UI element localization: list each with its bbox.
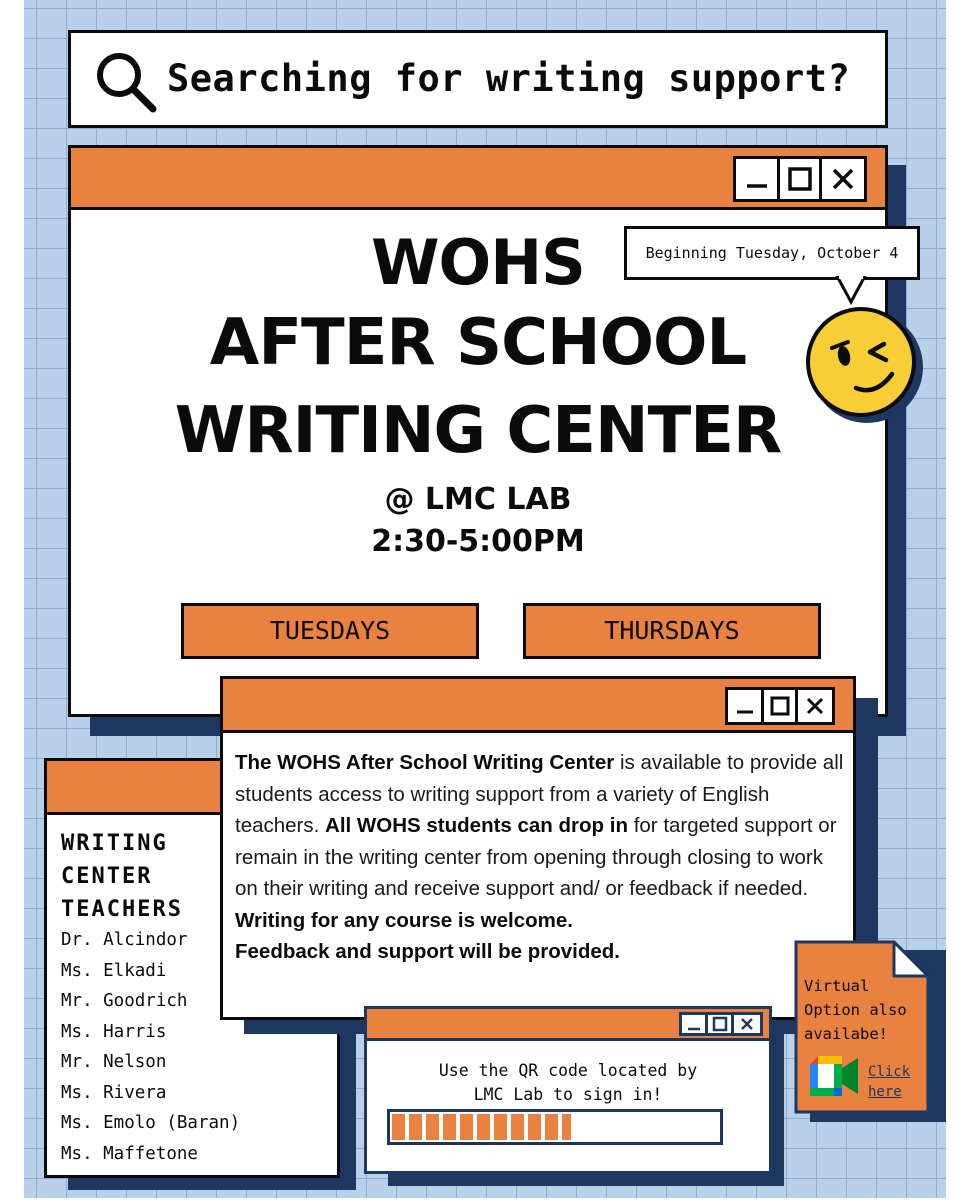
callout-pointer — [834, 276, 868, 306]
info-text-2: for targeted support or remain in the writing center from opening through closing to work on their writing and receive support and/ or feedback if needed. — [235, 814, 837, 900]
click-here-line-2[interactable]: here — [868, 1084, 902, 1100]
search-text: Searching for writing support? — [167, 57, 851, 100]
progress-bar — [387, 1109, 723, 1145]
qr-window-controls — [679, 1012, 763, 1036]
click-here-line-1[interactable]: Click — [868, 1064, 911, 1080]
winking-smiley-icon — [804, 304, 930, 430]
minimize-icon[interactable] — [736, 159, 780, 199]
qr-instructions — [367, 1059, 769, 1107]
note-line-1: Virtual — [804, 977, 870, 995]
close-icon[interactable] — [734, 1015, 760, 1033]
info-window-titlebar — [223, 679, 853, 733]
search-bar — [68, 30, 888, 128]
progress-bar-fill — [392, 1114, 571, 1140]
info-line-any-course: Writing for any course is welcome. — [235, 908, 573, 932]
poster — [24, 0, 946, 1198]
title-line-writing-center: WRITING CENTER — [174, 394, 782, 468]
teacher-name: Mr. Goodrich — [61, 991, 188, 1011]
info-text-1: is available to provide all students access to writing support from a variety of English teachers. — [235, 751, 844, 837]
info-line-feedback: Feedback and support will be provided. — [235, 940, 621, 963]
qr-line-1: Use the QR code located by — [438, 1061, 698, 1080]
google-meet-icon[interactable] — [806, 1054, 862, 1098]
info-bold-1: The WOHS After School Writing Center — [235, 751, 615, 774]
title-line-wohs: WOHS — [371, 226, 585, 299]
teacher-name: Ms. Emolo (Baran) — [61, 1113, 241, 1133]
start-date-text: Beginning Tuesday, October 4 — [645, 244, 899, 262]
maximize-icon[interactable] — [780, 159, 822, 199]
minimize-icon[interactable] — [728, 690, 764, 722]
teacher-name: Ms. Harris — [61, 1021, 167, 1042]
thursdays-button[interactable]: THURSDAYS — [523, 603, 821, 659]
qr-line-2: LMC Lab to sign in! — [473, 1085, 663, 1104]
click-here-link[interactable] — [868, 1062, 910, 1102]
info-window — [220, 676, 856, 1020]
note-line-2: Option also — [804, 1001, 907, 1019]
tuesdays-button[interactable]: TUESDAYS — [181, 603, 479, 659]
teachers-list — [61, 925, 240, 1169]
start-date-callout — [624, 226, 920, 280]
qr-window-titlebar — [367, 1009, 769, 1041]
teacher-name: Dr. Alcindor — [61, 930, 188, 950]
note-line-3: availabe! — [804, 1025, 888, 1043]
title-line-after-school: AFTER SCHOOL — [209, 306, 747, 380]
teacher-name: Ms. Maffetone — [61, 1143, 198, 1164]
qr-window — [364, 1006, 772, 1174]
close-icon[interactable] — [798, 690, 832, 722]
minimize-icon[interactable] — [682, 1015, 708, 1033]
time-text: 2:30-5:00PM — [371, 524, 585, 559]
virtual-note — [794, 940, 930, 1114]
info-body — [235, 747, 845, 968]
maximize-icon[interactable] — [764, 690, 798, 722]
virtual-note-text — [804, 974, 907, 1046]
main-window-titlebar — [71, 148, 885, 210]
teachers-heading: WRITING CENTER TEACHERS — [61, 831, 183, 922]
teacher-name: Ms. Rivera — [61, 1082, 167, 1103]
location-text: @ LMC LAB — [384, 482, 572, 517]
maximize-icon[interactable] — [708, 1015, 734, 1033]
teacher-name: Ms. Elkadi — [61, 960, 167, 981]
teacher-name: Mr. Nelson — [61, 1052, 167, 1072]
magnifier-icon — [93, 49, 159, 115]
close-icon[interactable] — [822, 159, 864, 199]
info-window-controls — [725, 687, 835, 725]
info-bold-2: All WOHS students can drop in — [325, 814, 628, 837]
main-window-controls — [733, 156, 867, 202]
